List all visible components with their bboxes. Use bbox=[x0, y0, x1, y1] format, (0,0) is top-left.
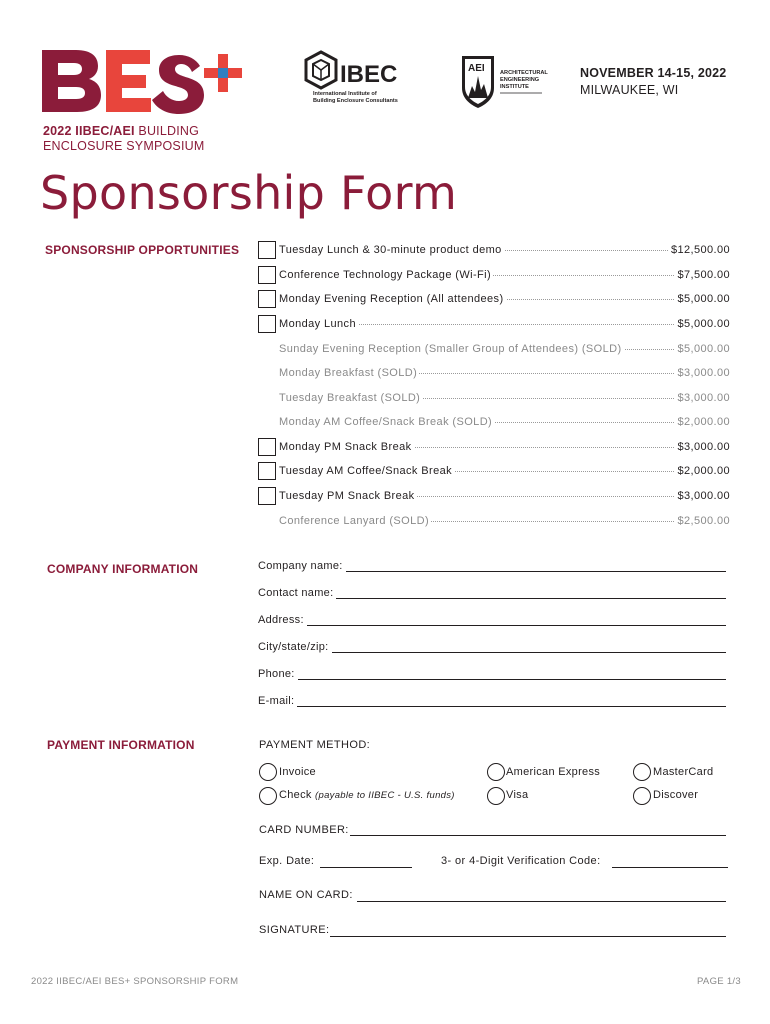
company-field-label: City/state/zip: bbox=[258, 641, 329, 653]
payment-section-label: PAYMENT INFORMATION bbox=[47, 738, 195, 752]
sponsorship-item bbox=[258, 389, 730, 409]
mastercard-radio[interactable] bbox=[633, 763, 651, 781]
symposium-title-line2: ENCLOSURE SYMPOSIUM bbox=[43, 139, 205, 153]
sponsorship-item-name: Monday Evening Reception (All attendees) bbox=[279, 293, 504, 305]
invoice-label: Invoice bbox=[279, 766, 316, 778]
aei-logo-name: AEI bbox=[468, 63, 485, 74]
company-field-input[interactable] bbox=[336, 585, 726, 599]
sponsorship-checkbox[interactable] bbox=[258, 315, 276, 333]
cvv-field[interactable] bbox=[612, 856, 728, 868]
sponsorship-item-name: Conference Lanyard (SOLD) bbox=[279, 515, 430, 527]
company-field-input[interactable] bbox=[298, 666, 726, 680]
sponsorship-item-name: Tuesday Lunch & 30-minute product demo bbox=[279, 244, 502, 256]
sponsorship-item-price: $12,500.00 bbox=[670, 244, 730, 256]
sponsorship-item[interactable] bbox=[258, 290, 730, 310]
sponsorship-item-price: $2,000.00 bbox=[677, 465, 730, 477]
sponsorship-item[interactable] bbox=[258, 462, 730, 482]
sponsorship-item[interactable] bbox=[258, 315, 730, 335]
exp-date-label: Exp. Date: bbox=[259, 855, 315, 867]
sponsorship-item-name: Tuesday AM Coffee/Snack Break bbox=[279, 465, 453, 477]
bes-plus-logo bbox=[40, 46, 245, 116]
event-location: MILWAUKEE, WI bbox=[580, 83, 679, 97]
symposium-title-bold: 2022 IIBEC/AEI bbox=[43, 124, 135, 138]
company-field-row bbox=[258, 635, 726, 653]
check-radio[interactable] bbox=[259, 787, 277, 805]
svg-text:International Institute of: International Institute of bbox=[313, 91, 377, 97]
check-label: Check bbox=[279, 789, 312, 801]
sponsorship-item-price: $3,000.00 bbox=[677, 392, 730, 404]
ibec-logo-name: IBEC bbox=[340, 61, 398, 88]
iibec-logo bbox=[303, 50, 418, 105]
visa-label: Visa bbox=[506, 789, 529, 801]
company-field-label: Phone: bbox=[258, 668, 295, 680]
sponsorship-checkbox[interactable] bbox=[258, 462, 276, 480]
sponsorship-checkbox[interactable] bbox=[258, 241, 276, 259]
footer-title: 2022 IIBEC/AEI BES+ SPONSORSHIP FORM bbox=[31, 976, 239, 987]
cvv-label: 3- or 4-Digit Verification Code: bbox=[441, 855, 601, 867]
sponsorship-checkbox[interactable] bbox=[258, 487, 276, 505]
sponsorship-item bbox=[258, 413, 730, 433]
sponsorship-item-price: $3,000.00 bbox=[677, 367, 730, 379]
discover-label: Discover bbox=[653, 789, 699, 801]
svg-text:ARCHITECTURAL: ARCHITECTURAL bbox=[500, 70, 548, 76]
company-field-input[interactable] bbox=[297, 693, 726, 707]
visa-radio[interactable] bbox=[487, 787, 505, 805]
form-title: Sponsorship Form bbox=[40, 166, 458, 220]
sponsorship-section-label: SPONSORSHIP OPPORTUNITIES bbox=[45, 243, 240, 257]
signature-label: SIGNATURE: bbox=[259, 924, 330, 936]
company-field-row bbox=[258, 662, 726, 680]
company-field-input[interactable] bbox=[332, 639, 726, 653]
sponsorship-item-price: $3,000.00 bbox=[677, 490, 730, 502]
svg-text:Building Enclosure Consultants: Building Enclosure Consultants bbox=[313, 98, 398, 104]
company-field-label: Contact name: bbox=[258, 587, 334, 599]
sponsorship-item bbox=[258, 364, 730, 384]
payment-method-label: PAYMENT METHOD: bbox=[259, 739, 371, 751]
company-field-input[interactable] bbox=[307, 612, 726, 626]
company-field-input[interactable] bbox=[346, 558, 726, 572]
company-field-row bbox=[258, 581, 726, 599]
sponsorship-item-name: Tuesday PM Snack Break bbox=[279, 490, 415, 502]
sponsorship-item-name: Sunday Evening Reception (Smaller Group of Attendees) (SOLD) bbox=[279, 343, 622, 355]
company-field-label: Address: bbox=[258, 614, 304, 626]
company-field-label: E-mail: bbox=[258, 695, 295, 707]
sponsorship-item-price: $5,000.00 bbox=[677, 343, 730, 355]
sponsorship-checkbox[interactable] bbox=[258, 266, 276, 284]
sponsorship-item[interactable] bbox=[258, 487, 730, 507]
svg-text:ENGINEERING: ENGINEERING bbox=[500, 77, 540, 83]
sponsorship-item-name: Monday AM Coffee/Snack Break (SOLD) bbox=[279, 416, 493, 428]
sponsorship-item[interactable] bbox=[258, 241, 730, 261]
discover-radio[interactable] bbox=[633, 787, 651, 805]
sponsorship-item-price: $7,500.00 bbox=[677, 269, 730, 281]
sponsorship-item bbox=[258, 512, 730, 532]
amex-radio[interactable] bbox=[487, 763, 505, 781]
symposium-title-rest: BUILDING bbox=[134, 124, 200, 138]
aei-logo bbox=[460, 54, 552, 110]
sponsorship-item-price: $3,000.00 bbox=[677, 441, 730, 453]
company-field-label: Company name: bbox=[258, 560, 343, 572]
sponsorship-item-price: $2,500.00 bbox=[677, 515, 730, 527]
sponsorship-item[interactable] bbox=[258, 438, 730, 458]
company-field-row bbox=[258, 554, 726, 572]
sponsorship-checkbox[interactable] bbox=[258, 290, 276, 308]
name-on-card-field[interactable] bbox=[357, 890, 726, 902]
sponsorship-item-price: $5,000.00 bbox=[677, 293, 730, 305]
sponsorship-item-name: Monday Lunch bbox=[279, 318, 356, 330]
sponsorship-item-price: $2,000.00 bbox=[677, 416, 730, 428]
sponsorship-item-name: Tuesday Breakfast (SOLD) bbox=[279, 392, 421, 404]
sponsorship-item[interactable] bbox=[258, 266, 730, 286]
signature-field[interactable] bbox=[330, 925, 726, 937]
name-on-card-label: NAME ON CARD: bbox=[259, 889, 353, 901]
sponsorship-checkbox[interactable] bbox=[258, 438, 276, 456]
invoice-radio[interactable] bbox=[259, 763, 277, 781]
event-date: NOVEMBER 14-15, 2022 bbox=[580, 66, 727, 80]
check-label-group bbox=[279, 789, 455, 801]
sponsorship-item bbox=[258, 340, 730, 360]
mastercard-label: MasterCard bbox=[653, 766, 714, 778]
sponsorship-item-name: Conference Technology Package (Wi-Fi) bbox=[279, 269, 492, 281]
company-field-row bbox=[258, 689, 726, 707]
symposium-title bbox=[43, 124, 204, 154]
company-field-row bbox=[258, 608, 726, 626]
sponsorship-item-name: Monday PM Snack Break bbox=[279, 441, 412, 453]
company-section-label: COMPANY INFORMATION bbox=[47, 562, 199, 576]
check-note: (payable to IIBEC - U.S. funds) bbox=[315, 790, 455, 801]
exp-date-field[interactable] bbox=[320, 856, 412, 868]
page-number: PAGE 1/3 bbox=[697, 976, 741, 987]
sponsorship-item-price: $5,000.00 bbox=[677, 318, 730, 330]
amex-label: American Express bbox=[506, 766, 601, 778]
sponsorship-item-name: Monday Breakfast (SOLD) bbox=[279, 367, 418, 379]
card-number-label: CARD NUMBER: bbox=[259, 824, 349, 836]
svg-text:INSTITUTE: INSTITUTE bbox=[500, 84, 529, 90]
card-number-field[interactable] bbox=[350, 824, 726, 836]
